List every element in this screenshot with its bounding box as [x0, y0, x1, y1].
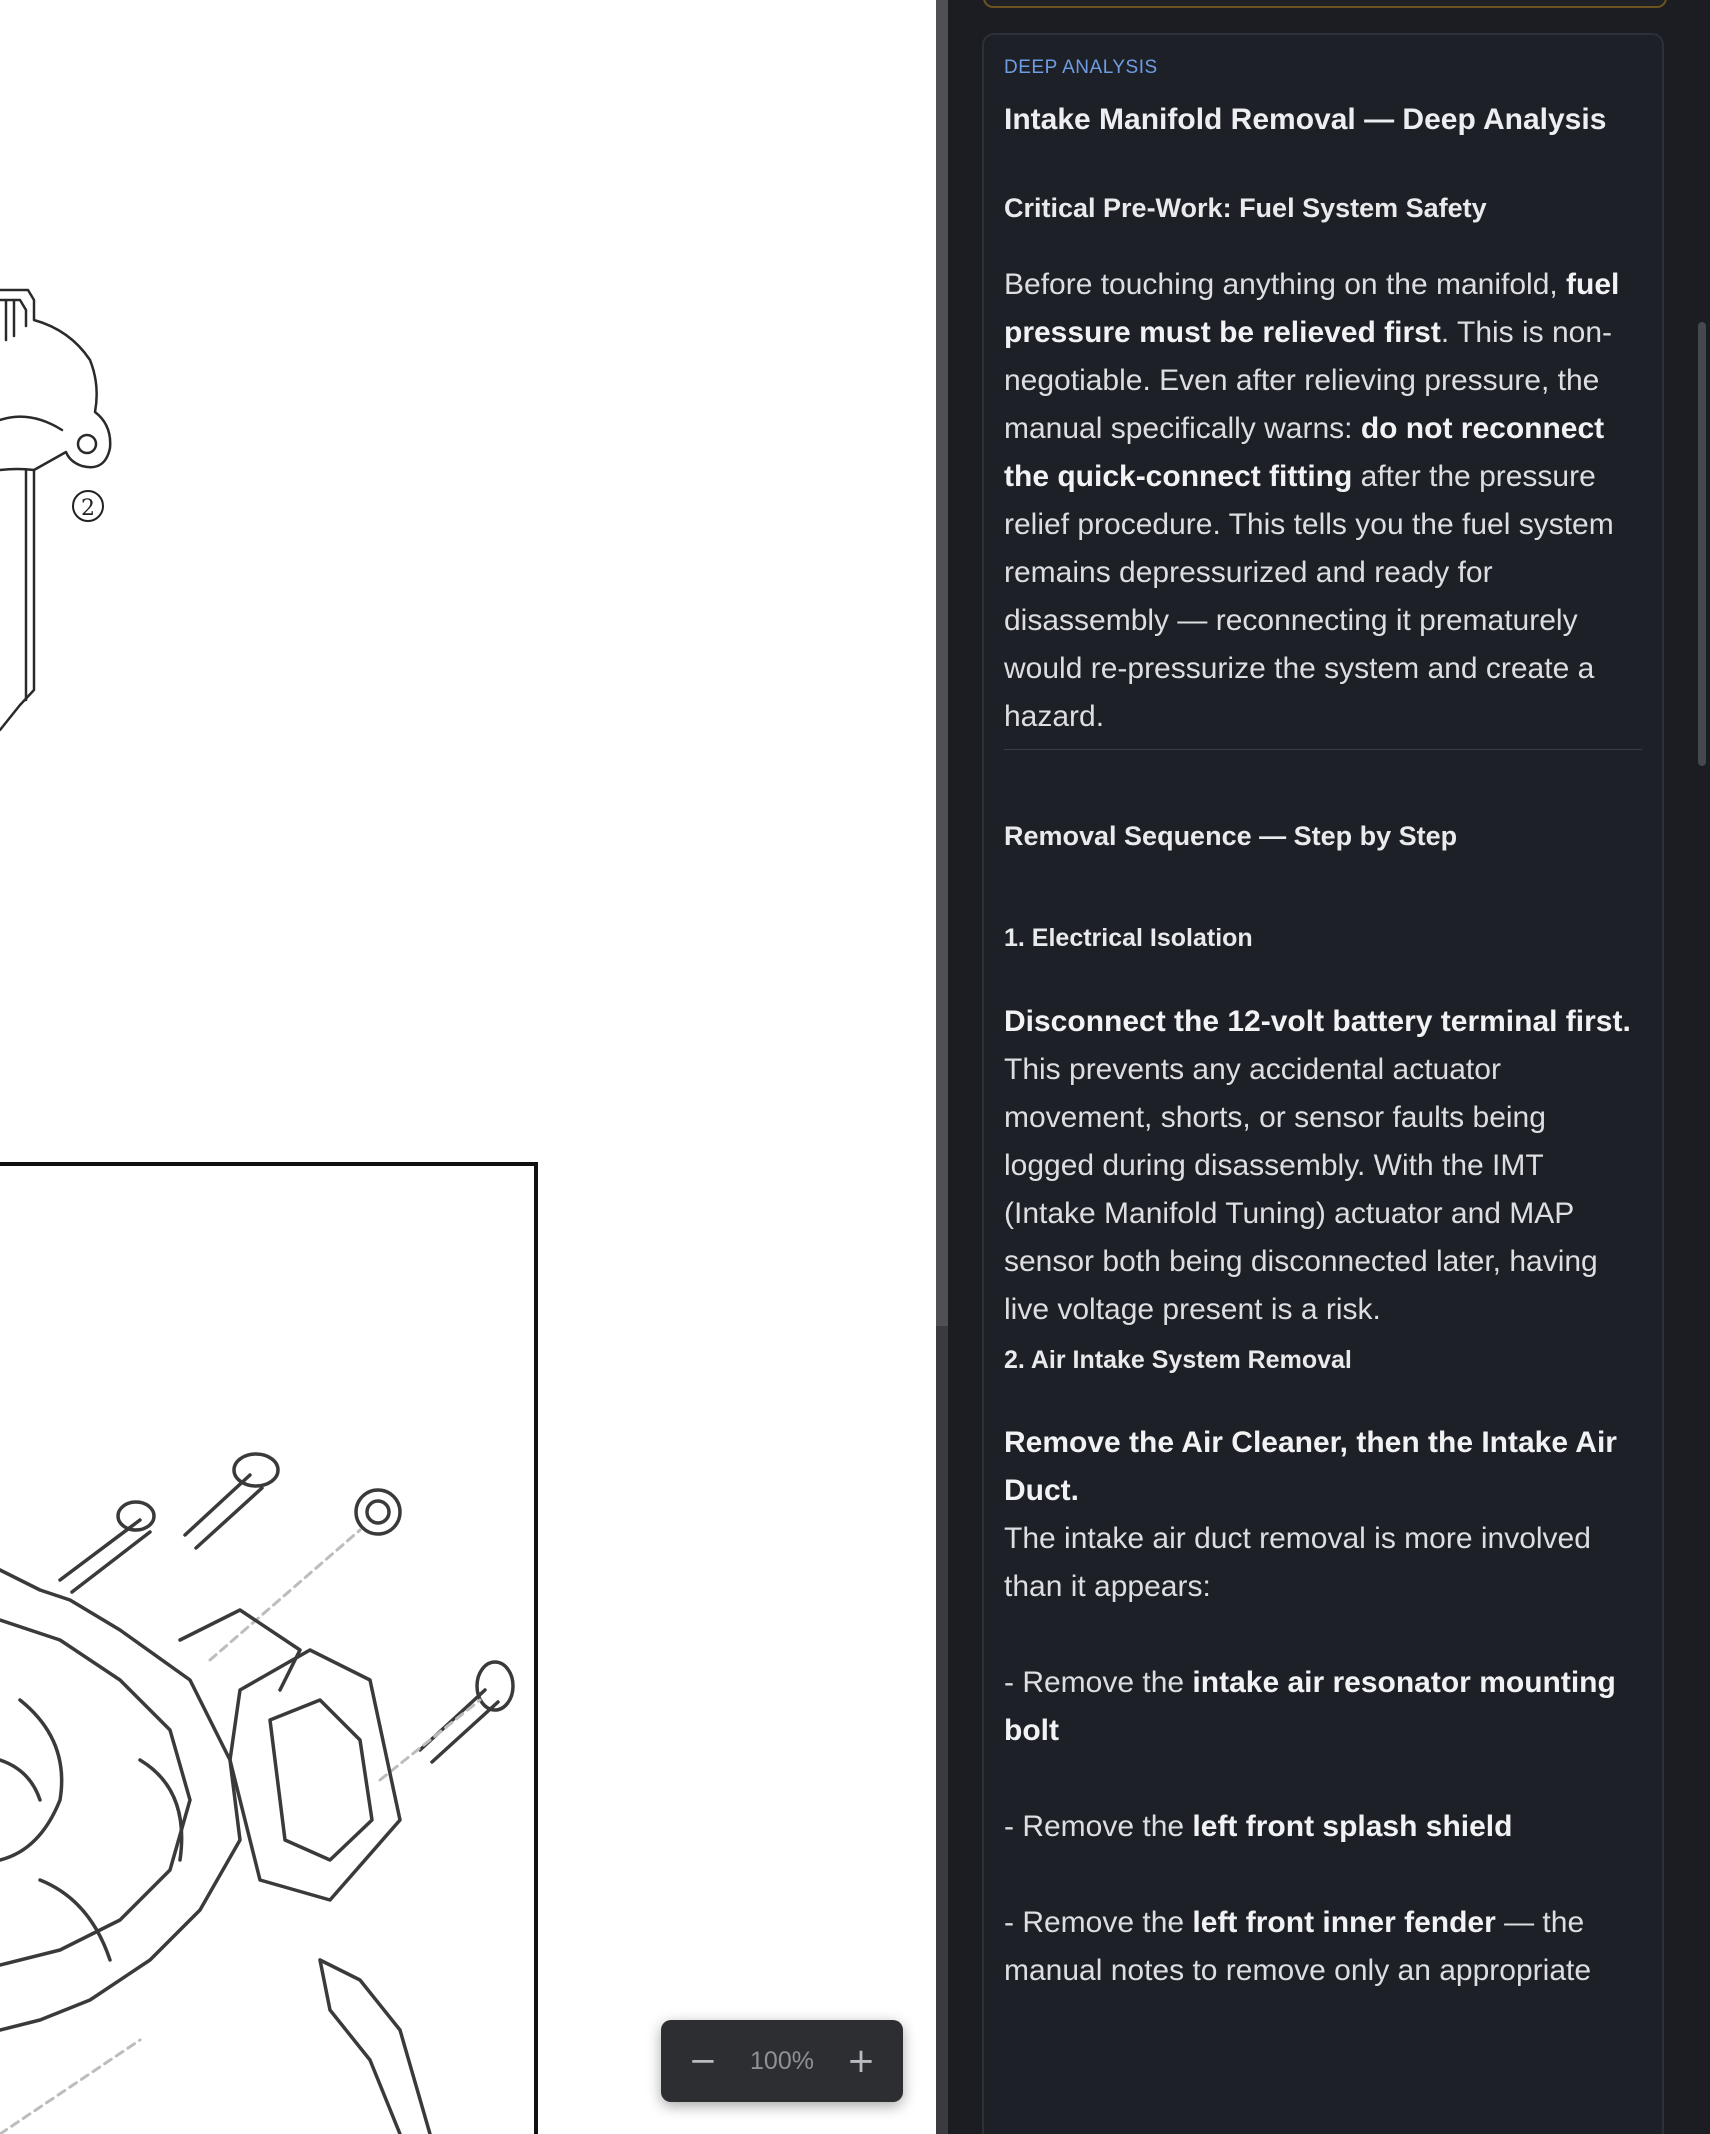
list-item: - Remove the left front inner fender — the manual notes to remove only an appropriate: [1004, 1906, 1592, 1987]
svg-text:2: 2: [81, 496, 95, 521]
step1-body: Disconnect the 12-volt battery terminal first. This prevents any accidental actuator movement, shorts, or sensor faults being logged during disassembly. With the IMT (Intake Manifold Tuning) actuator and MAP sensor both being disconnected later, having live voltage present is a risk.: [1004, 1004, 1631, 1326]
deep-analysis-card: [982, 33, 1664, 2134]
viewer-scrollbar-thumb[interactable]: [936, 0, 948, 1326]
step-heading-electrical-isolation: 1. Electrical Isolation: [1004, 924, 1253, 952]
previous-card: [983, 0, 1667, 8]
fuel-safety-paragraph: Before touching anything on the manifold, fuel pressure must be relieved first. This is non-negotiable. Even after relieving pressure, the manual specifically warns: do not reconnect the quick-connect fitting after the pressure relief procedure. This tells you the fuel system remains depressurized and ready for disassembly — reconnecting it prematurely would re-pressurize the system and create a hazard.: [1004, 267, 1620, 733]
step-heading-air-intake: 2. Air Intake System Removal: [1004, 1345, 1352, 1374]
list-item: - Remove the left front splash shield: [1004, 1810, 1513, 1843]
step2-body: Remove the Air Cleaner, then the Intake Air Duct. The intake air duct removal is more involved than it appears:: [1004, 1426, 1617, 1603]
minus-icon[interactable]: −: [688, 2041, 718, 2081]
panel-scrollbar-thumb[interactable]: [1698, 322, 1706, 766]
section-heading-fuel-safety: Critical Pre-Work: Fuel System Safety: [1004, 193, 1487, 223]
zoom-level: 100%: [750, 2046, 814, 2075]
list-item: - Remove the intake air resonator mounting bolt: [1004, 1666, 1616, 1747]
card-title: Intake Manifold Removal — Deep Analysis: [1004, 103, 1607, 136]
callout-2: [73, 491, 103, 521]
plus-icon[interactable]: +: [846, 2041, 876, 2081]
card-label: DEEP ANALYSIS: [1004, 57, 1158, 78]
section-heading-removal-sequence: Removal Sequence — Step by Step: [1004, 820, 1458, 851]
zoom-control: [661, 2020, 903, 2102]
analysis-panel: [948, 0, 1710, 2134]
